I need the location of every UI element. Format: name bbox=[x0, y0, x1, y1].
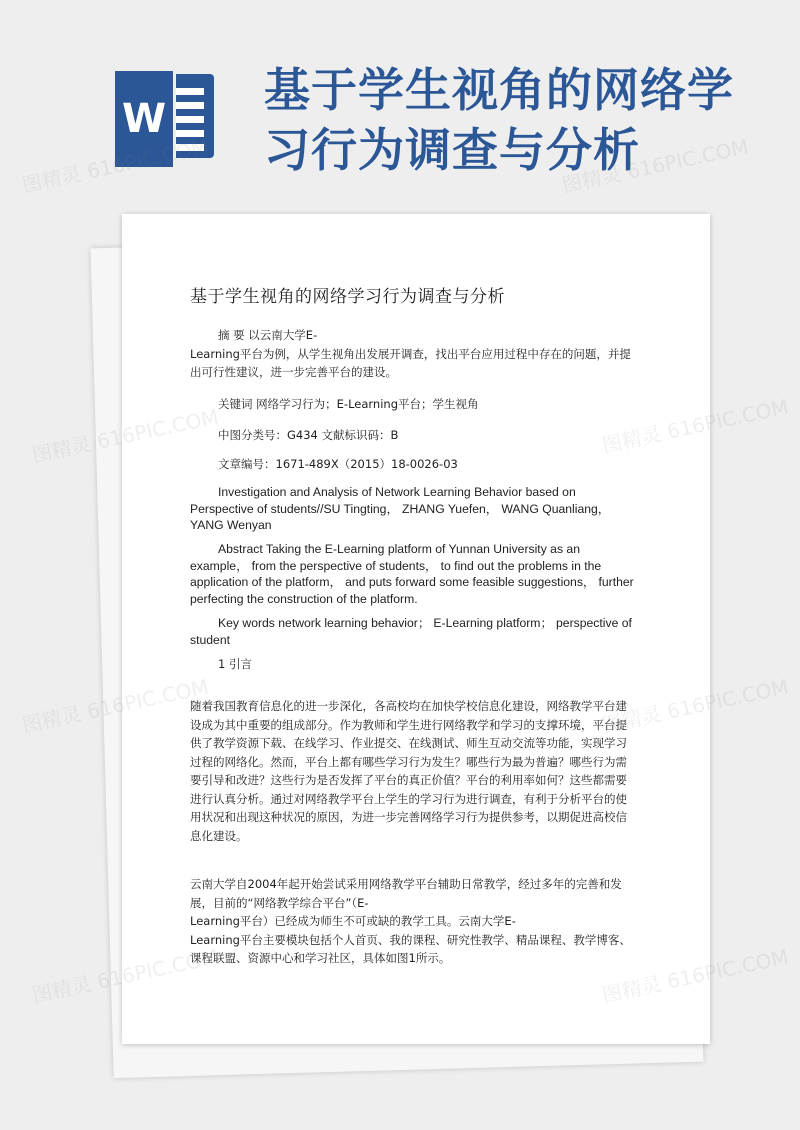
watermark: 图精灵 bbox=[29, 971, 94, 1008]
keywords-zh: 关键词 网络学习行为；E-Learning平台；学生视角 bbox=[218, 397, 479, 411]
watermark: 616PIC.COM bbox=[664, 394, 791, 444]
paragraph-2-line2: Learning平台）已经成为师生不可或缺的教学工具。云南大学E- bbox=[190, 914, 516, 928]
keywords-en: Key words network learning behavior； E-Learning platform； perspective of student bbox=[190, 616, 632, 647]
title-en: Investigation and Analysis of Network Learning Behavior based on Perspective of students//SU Tingting， ZHANG Yuefen， WANG Quanliang，YANG Wenyan bbox=[190, 485, 610, 532]
paragraph-2-line3: Learning平台主要模块包括个人首页、我的课程、研究性教学、精品课程、教学博客、课程联盟、资源中心和学习社区，具体如图1所示。 bbox=[190, 932, 631, 965]
word-icon-letter: W bbox=[112, 68, 176, 170]
article-number: 文章编号：1671-489X（2015）18-0026-03 bbox=[218, 457, 458, 471]
paragraph-2-line1: 云南大学自2004年起开始尝试采用网络教学平台辅助日常教学，经过多年的完善和发展，目前的“网络教学综合平台”（E- bbox=[190, 877, 622, 910]
classification-code: 中图分类号：G434 文献标识码：B bbox=[218, 428, 399, 442]
watermark: 616PIC.COM bbox=[664, 674, 791, 724]
abstract-zh bbox=[190, 326, 638, 382]
paragraph-2 bbox=[190, 875, 638, 968]
document-page bbox=[122, 214, 710, 1044]
watermark: 图精灵 bbox=[19, 161, 84, 198]
abstract-en: Abstract Taking the E-Learning platform of Yunnan University as an example， from the perspective of students， to find out the problems in the application of the platform， and puts forward some feasible suggestions， further perfecting the construction of the platform. bbox=[190, 542, 634, 606]
paragraph-1: 随着我国教育信息化的进一步深化，各高校均在加快学校信息化建设，网络教学平台建设成为其中重要的组成部分。作为教师和学生进行网络教学和学习的支撑环境，平台提供了教学资源下载、在线学习、作业提交、在线测试、师生互动交流等功能，实现学习过程的网络化。然而，平台上都有哪些学习行为发生？哪些行为最为普遍？哪些行为需要引导和改进？这些行为是否发挥了平台的真正价值？平台的利用率如何？这些都需要进行认真分析。通过对网络教学平台上学生的学习行为进行调查，有利于分析平台的使用状况和出现这种状况的原因，为进一步完善网络学习行为提供参考，以期促进高校信息化建设。 bbox=[190, 699, 627, 843]
abstract-zh-line1: 摘 要 以云南大学E- bbox=[218, 328, 318, 342]
watermark: 616PIC.COM bbox=[664, 944, 791, 994]
watermark: 图精灵 bbox=[29, 431, 94, 468]
document-title: 基于学生视角的网络学习行为调查与分析 bbox=[190, 287, 505, 307]
watermark: 图精灵 bbox=[19, 701, 84, 738]
watermark: 图精灵 616PIC.COM bbox=[559, 134, 751, 198]
banner-title: 基于学生视角的网络学习行为调查与分析 bbox=[264, 63, 734, 177]
word-icon bbox=[112, 68, 216, 164]
abstract-zh-rest: Learning平台为例，从学生视角出发展开调查，找出平台应用过程中存在的问题，并提出可行性建议，进一步完善平台的建设。 bbox=[190, 346, 631, 379]
section1-heading: 1 引言 bbox=[218, 657, 252, 671]
